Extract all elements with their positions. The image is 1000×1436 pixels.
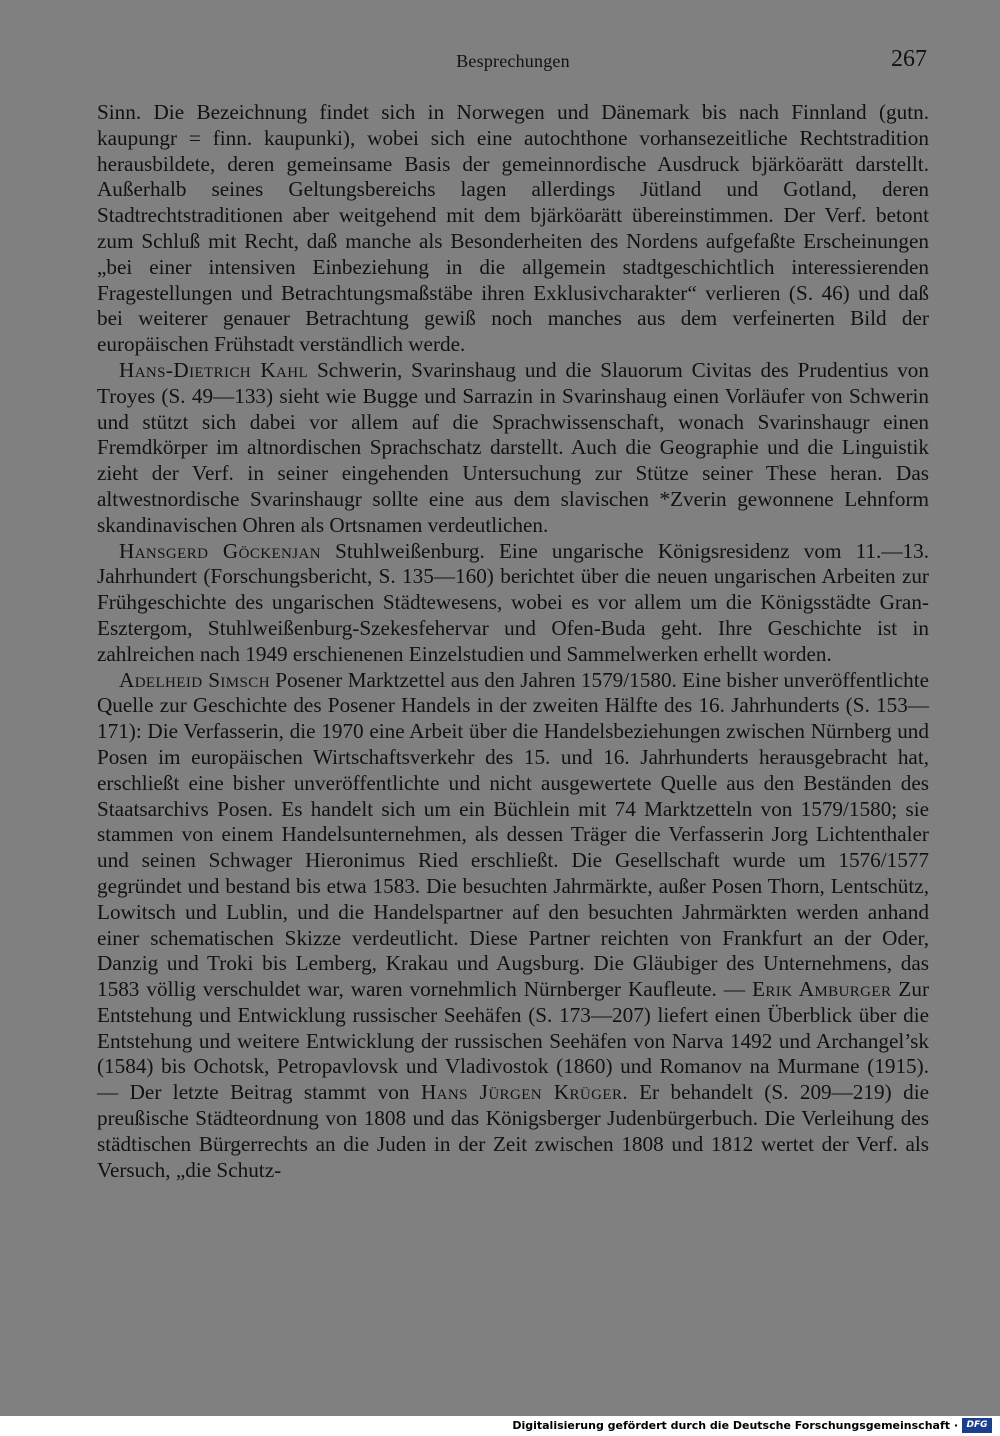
paragraph-text: Stuhlweißenburg. Eine ungarische Königsresidenz vom 11.—13. Jahrhundert (Forschungsbericht, S. 135—160) berichtet über die neuen ungarischen Arbeiten zur Frühgeschichte des ungarischen Städtewesens, wobei es vor allem um die Königsstädte Gran-Esztergom, Stuhlweißenburg-Szekesfehervar und Ofen-Buda geht. Ihre Geschichte ist in zahlreichen nach 1949 erschienenen Einzelstudien und Sammelwerken erhellt worden.: [97, 538, 929, 666]
paragraph-2: [97, 358, 929, 539]
paragraph-text: Zur Entstehung und Entwicklung russischer Seehäfen (S. 173—207) liefert einen Überblick über die Entstehung und weitere Entwicklung der russischen Seehäfen von Narva 1492 und Archangel’sk (1584) bis Ochotsk, Petropavlovsk und Vladivostok (1860) und Romanov na Murmane (1915). — Der letzte Beitrag stammt von: [97, 977, 929, 1105]
author-name: Erik Amburger: [752, 977, 892, 1002]
page-number: 267: [891, 46, 927, 72]
body-text: [97, 100, 929, 1183]
paragraph-3: [97, 539, 929, 668]
author-name: Hans-Dietrich Kahl: [119, 357, 309, 382]
paragraph-4: [97, 668, 929, 1184]
footer-credit: Digitalisierung gefördert durch die Deutsche Forschungsgemeinschaft ·: [512, 1419, 958, 1432]
paragraph-1: [97, 100, 929, 358]
dfg-logo-icon: DFG: [962, 1418, 992, 1433]
paragraph-text: Posener Marktzettel aus den Jahren 1579/1580. Eine bisher unveröffentlichte Quelle zur Geschichte des Posener Handels in der zweiten Hälfte des 16. Jahrhunderts (S. 153—171): Die Verfasserin, die 1970 eine Arbeit über die Handelsbeziehungen zwischen Nürnberg und Posen im europäischen Wirtschaftsverkehr des 15. und 16. Jahrhunderts herausgebracht hat, erschließt eine bisher unveröffentlichte und nicht ausgewertete Quelle aus den Beständen des Staatsarchivs Posen. Es handelt sich um ein Büchlein mit 74 Marktzetteln von 1579/1580; sie stammen von einem Handelsunternehmen, als dessen Träger die Verfasserin Jorg Lichtenthaler und seinen Schwager Hieronimus Ried erschließt. Die Gesellschaft wurde um 1576/1577 gegründet und bestand bis etwa 1583. Die besuchten Jahrmärkte, außer Posen Thorn, Lentschütz, Lowitsch und Lublin, und die Handelspartner auf den besuchten Jahrmärkten werden anhand einer schematischen Skizze verdeutlicht. Diese Partner reichten von Frankfurt an der Oder, Danzig und Troki bis Lemberg, Krakau und Augsburg. Die Gläubiger des Unternehmens, das 1583 völlig verschuldet war, waren vornehmlich Nürnberger Kaufleute. —: [97, 667, 929, 1002]
footer-bar: [0, 1416, 1000, 1436]
page-header: [97, 46, 929, 80]
author-name: Hans Jürgen Krüger: [420, 1080, 623, 1105]
paragraph-text: . Er behandelt (S. 209—219) die preußische Städteordnung von 1808 und das Königsberger Judenbürgerbuch. Die Verleihung des städtischen Bürgerrechts an die Juden in der Zeit zwischen 1808 und 1812 wertet der Verf. als Versuch, „die Schutz-: [97, 1080, 929, 1182]
author-name: Adelheid Simsch: [119, 667, 270, 692]
paragraph-text: Sinn. Die Bezeichnung findet sich in Norwegen und Dänemark bis nach Finnland (gutn. kaupungr = finn. kaupunki), wobei sich eine autochthone vorhansezeitliche Rechtstradition herausbildete, deren gemeinsame Basis der gemeinnordische Ausdruck bjärköarätt darstellt. Außerhalb seines Geltungsbereichs lagen allerdings Jütland und Gotland, deren Stadtrechtstraditionen aber weitgehend mit dem bjärköarätt übereinstimmen. Der Verf. betont zum Schluß mit Recht, daß manche als Besonderheiten des Nordens aufgefaßte Erscheinungen „bei einer intensiven Einbeziehung in die allgemein stadtgeschichtlich interessierenden Fragestellungen und Betrachtungsmaßstäbe ihren Exklusivcharakter“ verlieren (S. 46) und daß bei weiterer genauer Betrachtung gewiß noch manches aus dem verfeinerten Bild der europäischen Frühstadt verständlich werde.: [97, 100, 929, 357]
author-name: Hansgerd Göckenjan: [119, 538, 321, 563]
paragraph-text: Schwerin, Svarinshaug und die Slauorum Civitas des Prudentius von Troyes (S. 49—133) sieht wie Bugge und Sarrazin in Svarinshaug einen Vorläufer von Schwerin und stützt sich dabei vor allem auf die Sprachwissenschaft, wonach Svarinshaugr einen Fremdkörper im altnordischen Sprachschatz darstellt. Auch die Geographie und die Linguistik zieht der Verf. in seiner eingehenden Untersuchung zur Stütze seiner These heran. Das altwestnordische Svarinshaugr sollte eine aus dem slavischen *Zverin gewonnene Lehnform skandinavischen Ohren als Ortsnamen verdeutlichen.: [97, 357, 929, 537]
running-title: Besprechungen: [456, 51, 570, 71]
